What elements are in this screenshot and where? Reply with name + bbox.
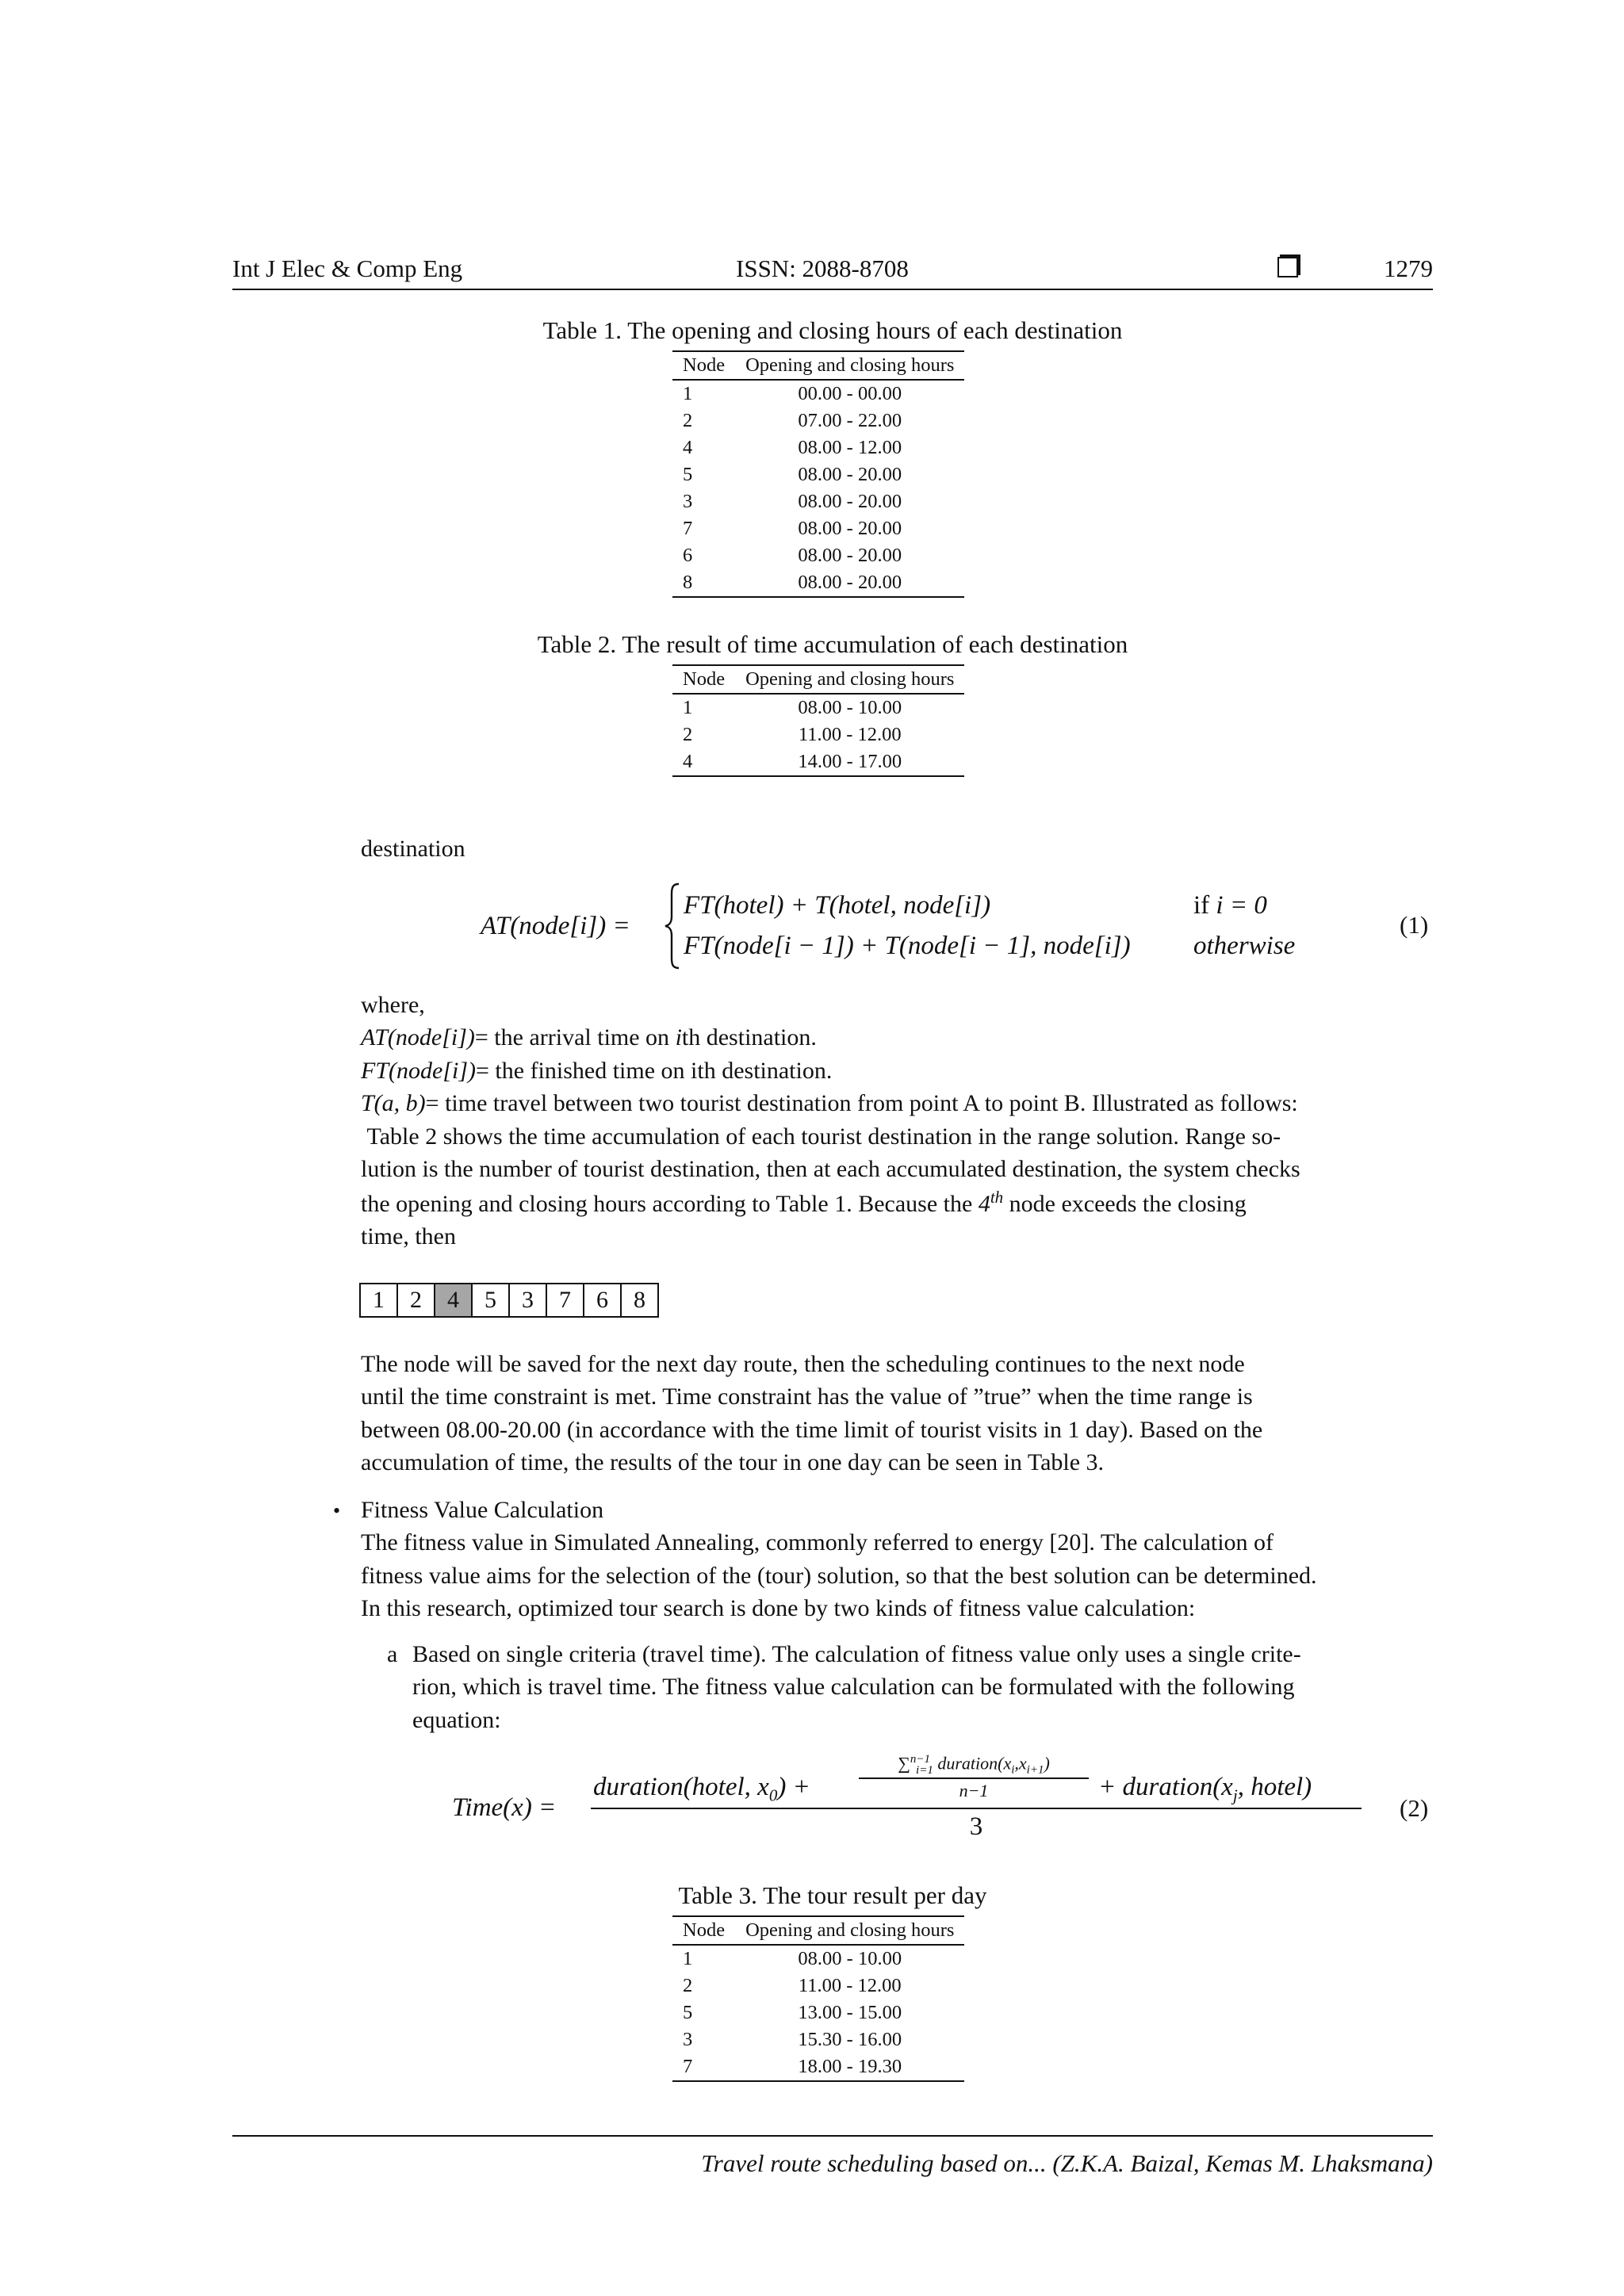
node-cell: 8 [672, 569, 735, 597]
where-label: where, [361, 992, 425, 1018]
hours-cell: 14.00 - 17.00 [735, 748, 964, 776]
table-row [672, 542, 964, 569]
eq2-duration-hotel: duration(hotel, x [593, 1773, 769, 1801]
table-row [672, 694, 964, 721]
node-cell: 3 [683, 2029, 693, 2050]
eq2-plus1: ) + [777, 1773, 810, 1801]
node-cell: 2 [683, 1975, 693, 1996]
table-row [672, 380, 964, 408]
eq2-inner-duration: duration(x [933, 1753, 1012, 1774]
text-line: The fitness value in Simulated Annealing, commonly referred to energy [20]. The calculation of [361, 1529, 1274, 1556]
eq2-inner-denominator: n−1 [959, 1781, 989, 1800]
running-footer: Travel route scheduling based on... (Z.K.A. Baizal, Kemas M. Lhaksmana) [701, 2149, 1433, 2177]
para1-th: th [990, 1187, 1004, 1207]
eq2-sum-sup: n−1 [910, 1753, 931, 1766]
node-cell: 2 [683, 410, 693, 431]
paragraph-time-accumulation [361, 1120, 1433, 1253]
bullet-icon: • [333, 1499, 341, 1522]
eq2-inner-comma: ,x [1014, 1753, 1027, 1774]
node-sequence [361, 1283, 659, 1318]
page-number: 1279 [1384, 254, 1433, 282]
hours-cell: 00.00 - 00.00 [798, 383, 902, 404]
node-cell: 2 [683, 724, 693, 745]
column-header-node: Node [672, 665, 735, 694]
text-line [361, 1186, 1433, 1220]
text-line: In this research, optimized tour search is done by two kinds of fitness value calculation: [361, 1595, 1196, 1622]
sequence-cell: 5 [471, 1283, 510, 1318]
column-header-hours: Opening and closing hours [735, 351, 964, 380]
eq1-case2: FT(node[i − 1]) + T(node[i − 1], node[i]) [684, 932, 1131, 960]
text-line: fitness value aims for the selection of the (tour) solution, so that the best solution can be determined. [361, 1562, 1317, 1589]
sub-item-a [412, 1638, 1433, 1736]
bullet-title: Fitness Value Calculation [361, 1497, 604, 1523]
table-row [672, 1973, 964, 1999]
table-row [672, 748, 964, 776]
node-cell: 5 [683, 464, 693, 485]
footer-rule [232, 2135, 1433, 2137]
sequence-cell: 7 [546, 1283, 584, 1318]
eq1-lhs: AT(node[i]) = [481, 912, 630, 940]
eq2-numerator-left [593, 1770, 810, 1808]
node-cell: 7 [683, 518, 693, 539]
running-header [232, 252, 1433, 290]
table-row [672, 1999, 964, 2026]
issn: ISSN: 2088-8708 [736, 254, 909, 282]
para1-line3a: the opening and closing hours according to Table 1. Because the [361, 1190, 979, 1217]
table3 [672, 1915, 964, 2082]
eq2-numerator-right [1098, 1770, 1312, 1808]
eq2-inner-numerator [855, 1752, 1093, 1777]
eq2-fraction [591, 1749, 1362, 1841]
sub-item-marker: a [387, 1641, 398, 1667]
text-line: rion, which is travel time. The fitness value calculation can be formulated with the following [412, 1674, 1295, 1701]
destination-text: destination [361, 836, 465, 862]
eq2-lhs: Time(x) = [452, 1793, 557, 1822]
eq2-hotel-close: , hotel) [1237, 1773, 1312, 1801]
definition-ft [361, 1054, 1433, 1087]
column-header-node: Node [672, 351, 735, 380]
text-line: until the time constraint is met. Time constraint has the value of ”true” when the time range is [361, 1383, 1253, 1410]
eq1-number: (1) [1400, 911, 1429, 939]
sequence-cell: 2 [396, 1283, 435, 1318]
hours-cell: 18.00 - 19.30 [735, 2053, 964, 2081]
eq2-sum-icon: ∑ [898, 1753, 910, 1774]
node-cell: 3 [683, 491, 693, 512]
para1-line3b: node exceeds the closing [1003, 1190, 1247, 1217]
definition-t-text: = time travel between two tourist destination from point A to point B. Illustrated as follows: [425, 1090, 1298, 1117]
table1-caption: Table 1. The opening and closing hours of each destination [542, 316, 1123, 344]
para1-fourth: 4 [978, 1190, 990, 1217]
journal-name: Int J Elec & Comp Eng [232, 254, 463, 282]
eq2-sub0: 0 [768, 1785, 778, 1805]
eq2-denominator: 3 [969, 1812, 983, 1841]
table-row [672, 569, 964, 597]
eq1-condition2: otherwise [1193, 932, 1296, 960]
column-header-hours: Opening and closing hours [735, 665, 964, 694]
sequence-cell: 8 [620, 1283, 659, 1318]
text-line: accumulation of time, the results of the tour in one day can be seen in Table 3. [361, 1449, 1105, 1476]
node-cell: 7 [672, 2053, 735, 2081]
eq2-inner-sub-i: i [1011, 1763, 1015, 1777]
ft-symbol: FT(node[i]) [361, 1057, 476, 1084]
table-header-row [672, 1916, 964, 1945]
square-icon [1277, 257, 1298, 277]
definition-at-i: i [675, 1024, 682, 1051]
text-line: equation: [412, 1706, 501, 1733]
eq1-i-equals-zero: i = 0 [1216, 891, 1267, 920]
definition-ft-text: = the finished time on ith destination. [476, 1057, 833, 1084]
eq1-if: if [1193, 891, 1216, 920]
t-symbol: T(a, b) [361, 1090, 426, 1117]
hours-cell: 13.00 - 15.00 [798, 2002, 902, 2023]
definitions [361, 989, 1433, 1120]
hours-cell: 08.00 - 20.00 [735, 569, 964, 597]
table-row [672, 434, 964, 461]
paragraph-scheduling [361, 1348, 1433, 1479]
table-row [672, 2053, 964, 2081]
hours-cell: 08.00 - 20.00 [798, 491, 902, 512]
table-row [672, 515, 964, 542]
eq1-condition1 [1193, 888, 1267, 924]
sequence-cell: 1 [359, 1283, 398, 1318]
para1-line1: Table 2 shows the time accumulation of each tourist destination in the range solution. Range so- [366, 1123, 1281, 1150]
text-line: between 08.00-20.00 (in accordance with the time limit of tourist visits in 1 day). Based on the [361, 1416, 1263, 1443]
text-line [361, 1120, 1433, 1153]
sequence-cell: 6 [583, 1283, 622, 1318]
text-line: lution is the number of tourist destination, then at each accumulated destination, the system checks [361, 1156, 1300, 1183]
node-cell: 1 [683, 383, 693, 404]
node-cell: 6 [683, 545, 693, 566]
hours-cell: 11.00 - 12.00 [798, 1975, 902, 1996]
eq2-inner-sub-i1: i+1 [1026, 1763, 1044, 1777]
left-brace [663, 882, 682, 970]
definition-at-text1: = the arrival time on [474, 1024, 676, 1051]
table-row [672, 1945, 964, 1973]
table-row [672, 2026, 964, 2053]
table3-caption: Table 3. The tour result per day [678, 1881, 987, 1909]
column-header-node: Node [672, 1916, 735, 1945]
eq2-inner-close: ) [1044, 1753, 1050, 1774]
table2-caption: Table 2. The result of time accumulation of each destination [537, 630, 1128, 658]
fitness-section [361, 1494, 1433, 1625]
definition-at-text2: th destination. [681, 1024, 817, 1051]
hours-cell: 11.00 - 12.00 [798, 724, 902, 745]
hours-cell: 08.00 - 20.00 [798, 545, 902, 566]
node-cell: 1 [683, 697, 693, 718]
table-row [672, 488, 964, 515]
eq1-case1: FT(hotel) + T(hotel, node[i]) [684, 891, 991, 920]
table1 [672, 350, 964, 598]
node-cell: 4 [683, 437, 693, 458]
node-cell: 5 [683, 2002, 693, 2023]
table-row [672, 408, 964, 434]
sequence-cell: 4 [434, 1283, 473, 1318]
hours-cell: 07.00 - 22.00 [798, 410, 902, 431]
text-line: Based on single criteria (travel time). The calculation of fitness value only uses a single crite- [412, 1641, 1301, 1667]
definition-at [361, 1021, 1433, 1054]
eq2-number: (2) [1400, 1794, 1429, 1822]
eq2-sum-sub: i=1 [916, 1763, 933, 1777]
table-row [672, 461, 964, 488]
hours-cell: 08.00 - 20.00 [798, 464, 902, 485]
hours-cell: 08.00 - 12.00 [798, 437, 902, 458]
text-line: The node will be saved for the next day route, then the scheduling continues to the next node [361, 1351, 1245, 1377]
hours-cell: 15.30 - 16.00 [798, 2029, 902, 2050]
hours-cell: 08.00 - 20.00 [798, 518, 902, 539]
at-symbol: AT(node[i]) [361, 1024, 475, 1051]
table-header-row [672, 665, 964, 694]
column-header-hours: Opening and closing hours [735, 1916, 964, 1945]
eq2-sub-j: j [1232, 1785, 1238, 1805]
table2 [672, 664, 964, 777]
node-cell: 4 [672, 748, 735, 776]
definition-t [361, 1087, 1433, 1119]
table-header-row [672, 351, 964, 380]
eq2-duration-xj: + duration(x [1098, 1773, 1233, 1801]
sequence-cell: 3 [508, 1283, 547, 1318]
hours-cell: 08.00 - 10.00 [798, 697, 902, 718]
hours-cell: 08.00 - 10.00 [798, 1948, 902, 1969]
table-row [672, 721, 964, 748]
text-line: time, then [361, 1223, 456, 1250]
node-cell: 1 [683, 1948, 693, 1969]
